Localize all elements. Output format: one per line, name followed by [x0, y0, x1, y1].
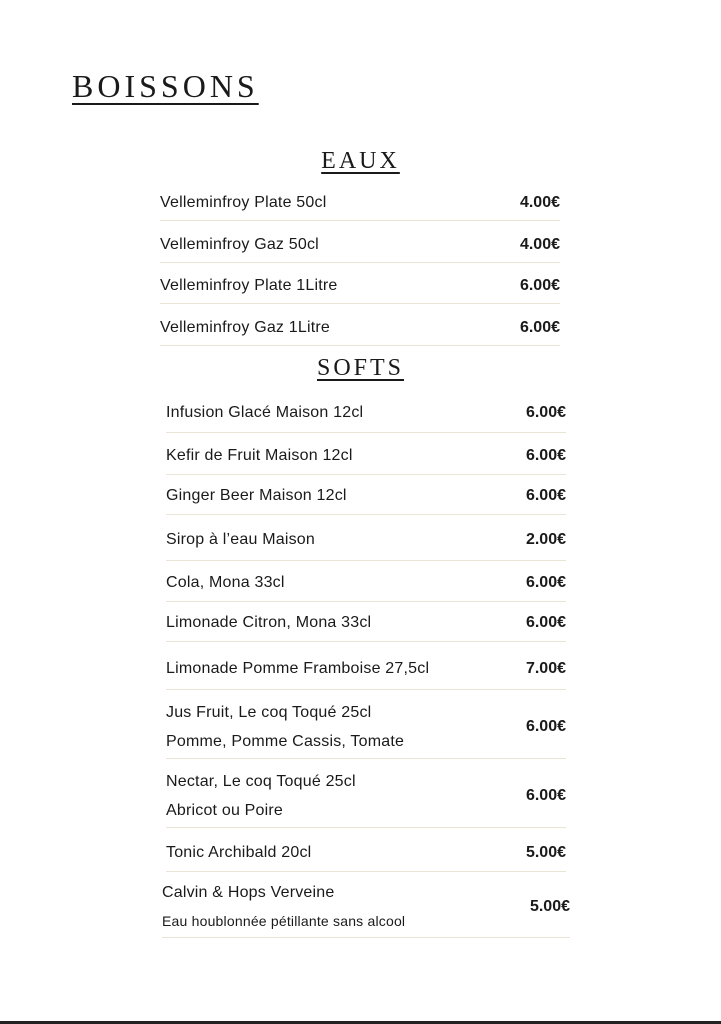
item-name: Velleminfroy Gaz 1Litre — [160, 318, 331, 336]
menu-item — [166, 478, 566, 515]
item-price: 6.00€ — [525, 446, 566, 464]
item-name: Velleminfroy Plate 1Litre — [160, 276, 338, 294]
menu-item — [166, 696, 566, 759]
item-detail: Abricot ou Poire — [166, 802, 284, 819]
item-detail: Eau houblonnée pétillante sans alcool — [162, 913, 406, 929]
menu-item — [160, 227, 560, 263]
item-name: Kefir de Fruit Maison 12cl — [166, 446, 353, 464]
item-price: 2.00€ — [525, 530, 566, 548]
menu-item — [160, 310, 560, 346]
item-name: Cola, Mona 33cl — [166, 574, 285, 591]
menu-item — [166, 437, 566, 475]
item-name: Limonade Pomme Framboise 27,5cl — [166, 659, 430, 677]
item-price: 6.00€ — [519, 276, 560, 294]
menu-item — [166, 648, 566, 690]
item-detail: Pomme, Pomme Cassis, Tomate — [166, 733, 405, 750]
item-name: Calvin & Hops Verveine — [162, 884, 335, 901]
menu-item — [166, 565, 566, 602]
menu-item — [166, 765, 566, 828]
menu-item — [160, 185, 560, 221]
item-name: Limonade Citron, Mona 33cl — [166, 614, 372, 631]
item-price: 4.00€ — [519, 235, 560, 253]
menu-item — [166, 394, 566, 433]
page-title: BOISSONS — [72, 68, 259, 104]
item-name: Velleminfroy Plate 50cl — [160, 193, 327, 211]
item-name: Nectar, Le coq Toqué 25cl — [166, 773, 356, 790]
item-price: 6.00€ — [525, 718, 566, 735]
section-title-softs: SOFTS — [316, 355, 405, 381]
item-price: 4.00€ — [519, 193, 560, 211]
item-price: 7.00€ — [525, 659, 566, 677]
item-name: Sirop à l’eau Maison — [166, 530, 315, 548]
item-price: 6.00€ — [525, 404, 566, 421]
menu-item — [166, 605, 566, 642]
item-price: 6.00€ — [525, 614, 566, 631]
item-name: Tonic Archibald 20cl — [166, 843, 312, 861]
item-name: Jus Fruit, Le coq Toqué 25cl — [166, 704, 372, 721]
item-price: 6.00€ — [519, 318, 560, 336]
item-name: Infusion Glacé Maison 12cl — [166, 404, 364, 421]
item-price: 5.00€ — [529, 898, 570, 915]
menu-item — [162, 877, 570, 938]
item-name: Velleminfroy Gaz 50cl — [160, 235, 319, 253]
item-name: Ginger Beer Maison 12cl — [166, 487, 347, 504]
menu-item — [160, 268, 560, 304]
item-price: 6.00€ — [525, 787, 566, 804]
menu-item — [166, 519, 566, 561]
menu-item — [166, 834, 566, 872]
item-price: 5.00€ — [525, 843, 566, 861]
item-price: 6.00€ — [525, 574, 566, 591]
section-title-eaux: EAUX — [321, 148, 400, 174]
item-price: 6.00€ — [525, 487, 566, 504]
